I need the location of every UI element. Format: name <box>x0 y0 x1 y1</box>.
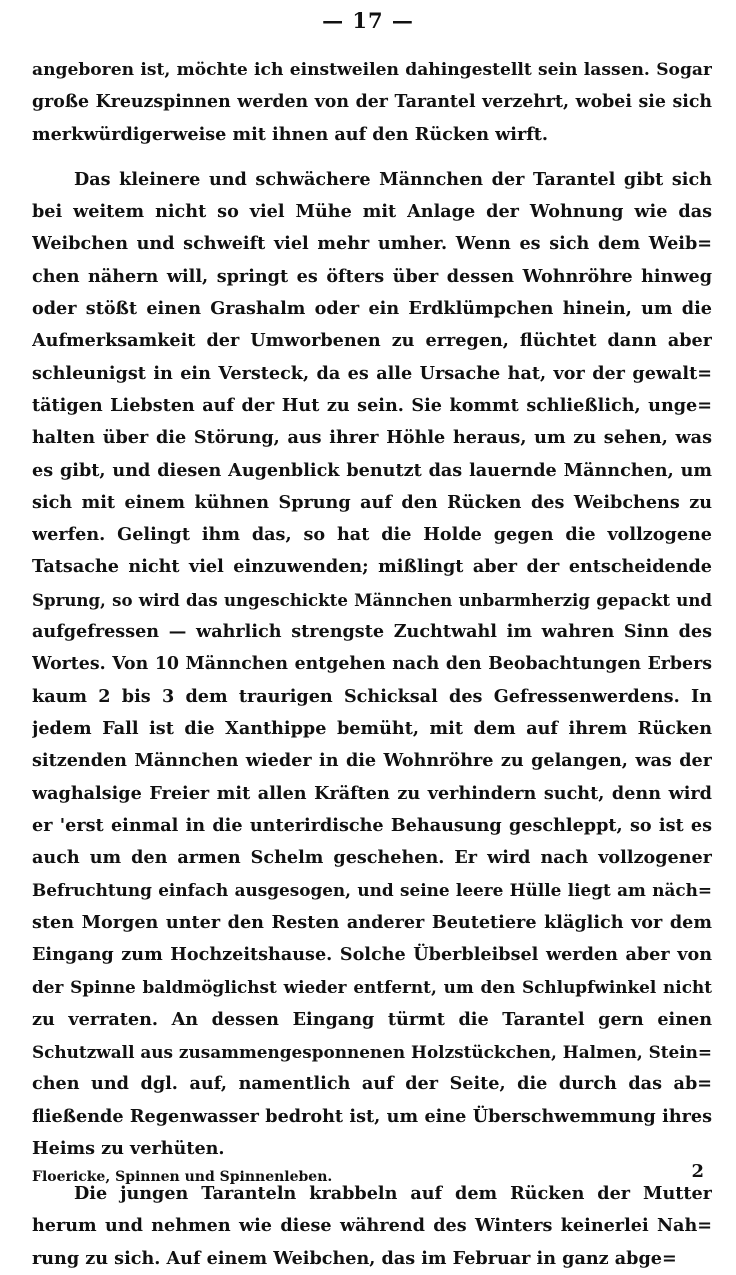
text-line: oder stößt einen Grashalm oder ein Erdklümpchen hinein, um die <box>32 298 712 320</box>
text-line: halten über die Störung, aus ihrer Höhle heraus, um zu sehen, was <box>32 427 712 449</box>
text-line: Befruchtung einfach ausgesogen, und seine leere Hülle liegt am näch= <box>32 880 712 901</box>
text-line: schleunigst in ein Versteck, da es alle Ursache hat, vor der gewalt= <box>32 362 712 384</box>
footer-signature-mark: 2 <box>691 1161 704 1182</box>
footer-book-title: Floericke, Spinnen und Spinnenleben. <box>32 1169 333 1185</box>
text-line: kaum 2 bis 3 dem traurigen Schicksal des Gefressenwerdens. In <box>32 685 712 707</box>
text-line: Das kleinere und schwächere Männchen der Tarantel gibt sich <box>74 168 712 190</box>
page-footer <box>32 1161 712 1191</box>
text-line: auch um den armen Schelm geschehen. Er wird nach vollzogener <box>32 847 712 869</box>
body-text <box>32 54 712 1275</box>
text-line: Aufmerksamkeit der Umworbenen zu erregen, flüchtet dann aber <box>32 330 712 352</box>
text-line: Eingang zum Hochzeitshause. Solche Überbleibsel werden aber von <box>32 944 712 966</box>
text-line: Weibchen und schweift viel mehr umher. Wenn es sich dem Weib= <box>32 233 712 255</box>
text-line: merkwürdigerweise mit ihnen auf den Rücken wirft. <box>32 123 549 145</box>
text-line: sitzenden Männchen wieder in die Wohnröhre zu gelangen, was der <box>32 750 712 772</box>
text-line: bei weitem nicht so viel Mühe mit Anlage der Wohnung wie das <box>32 201 712 223</box>
text-line: zu verraten. An dessen Eingang türmt die Tarantel gern einen <box>32 1008 712 1030</box>
text-line: große Kreuzspinnen werden von der Tarantel verzehrt, wobei sie sich <box>32 92 712 113</box>
page-number: — 17 — <box>322 8 414 33</box>
text-line: sten Morgen unter den Resten anderer Beutetiere kläglich vor dem <box>32 911 712 933</box>
text-line: jedem Fall ist die Xanthippe bemüht, mit dem auf ihrem Rücken <box>32 717 712 739</box>
text-line: rung zu sich. Auf einem Weibchen, das im Februar in ganz abge= <box>32 1247 677 1269</box>
text-line: Tatsache nicht viel einzuwenden; mißlingt aber der entscheidende <box>32 556 712 578</box>
text-line: waghalsige Freier mit allen Kräften zu verhindern sucht, denn wird <box>32 782 712 804</box>
text-line: herum und nehmen wie diese während des Winters keinerlei Nah= <box>32 1215 712 1237</box>
text-line: chen und dgl. auf, namentlich auf der Seite, die durch das ab= <box>32 1073 712 1095</box>
paragraph <box>32 1178 712 1275</box>
text-line: der Spinne baldmöglichst wieder entfernt, um den Schlupfwinkel nicht <box>32 977 712 998</box>
text-line: Schutzwall aus zusammengesponnenen Holzstückchen, Halmen, Stein= <box>32 1041 712 1062</box>
text-line: aufgefressen — wahrlich strengste Zuchtwahl im wahren Sinn des <box>32 621 712 643</box>
text-line: tätigen Liebsten auf der Hut zu sein. Sie kommt schließlich, unge= <box>32 394 712 416</box>
text-line: werfen. Gelingt ihm das, so hat die Holde gegen die vollzogene <box>32 524 712 546</box>
text-line: Sprung, so wird das ungeschickte Männchen unbarmherzig gepackt und <box>32 589 712 610</box>
text-line: Die jungen Taranteln krabbeln auf dem Rücken der Mutter <box>74 1183 712 1205</box>
paragraph <box>32 164 712 1165</box>
text-line: Wortes. Von 10 Männchen entgehen nach den Beobachtungen Erbers <box>32 654 712 675</box>
text-line: angeboren ist, möchte ich einstweilen dahingestellt sein lassen. Sogar <box>32 60 712 80</box>
text-line: chen nähern will, springt es öfters über dessen Wohnröhre hinweg <box>32 265 712 287</box>
text-line: Heims zu verhüten. <box>32 1137 225 1159</box>
text-line: er 'erst einmal in die unterirdische Behausung geschleppt, so ist es <box>32 814 712 836</box>
text-line: fließende Regenwasser bedroht ist, um eine Überschwemmung ihres <box>32 1105 712 1127</box>
paragraph <box>32 54 712 151</box>
text-line: sich mit einem kühnen Sprung auf den Rücken des Weibchens zu <box>32 491 712 513</box>
text-line: es gibt, und diesen Augenblick benutzt das lauernde Männchen, um <box>32 459 712 481</box>
